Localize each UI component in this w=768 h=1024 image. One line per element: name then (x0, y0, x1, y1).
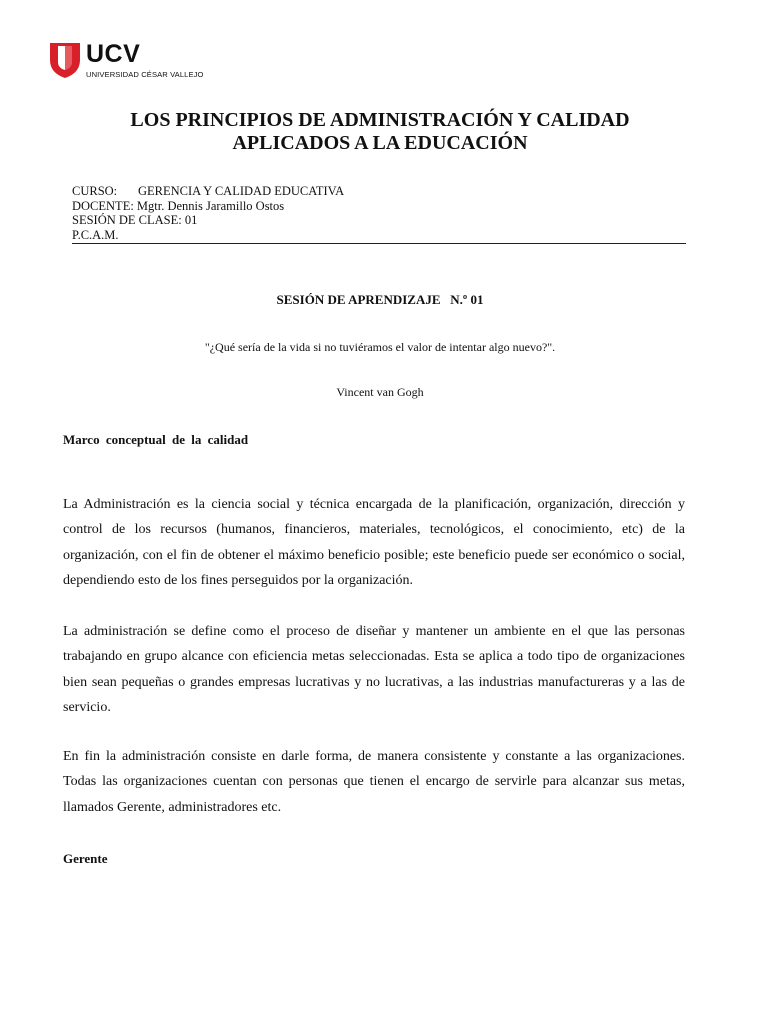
section-heading-gerente: Gerente (63, 851, 108, 866)
document-title-line-1: LOS PRINCIPIOS DE ADMINISTRACIÓN Y CALIDAD (130, 109, 630, 131)
curso-row (72, 184, 686, 199)
session-heading: SESIÓN DE APRENDIZAJE N.º 01 (276, 292, 484, 307)
ucv-shield-icon (48, 40, 84, 80)
pcam-row: P.C.A.M. (72, 227, 119, 242)
course-info-block (72, 184, 686, 244)
docente-row: DOCENTE: Mgtr. Dennis Jaramillo Ostos (72, 198, 285, 213)
quote-author: Vincent van Gogh (336, 385, 424, 399)
curso-value: GERENCIA Y CALIDAD EDUCATIVA (138, 184, 345, 198)
logo-text: UCV (86, 40, 141, 68)
logo-subtitle: UNIVERSIDAD CÉSAR VALLEJO (86, 70, 204, 79)
paragraph-3: En fin la administración consiste en darle forma, de manera consistente y constante a las organizaciones. Todas las organizaciones cuentan con personas que tienen el encargo de servirle para alcanzar sus metas, llamados Gerente, administradores etc. (63, 749, 685, 815)
paragraph-2: La administración se define como el proceso de diseñar y mantener un ambiente en el que las personas trabajando en grupo alcance con eficiencia metas seleccionadas. Esta se aplica a todo tipo de organizaciones bien sean pequeñas o grandes empresas lucrativas y no lucrativas, a las industrias manufactureras y a las de servicio. (63, 624, 685, 716)
section-heading-marco-conceptual: Marco conceptual de la calidad (63, 432, 249, 447)
quote: "¿Qué sería de la vida si no tuviéramos el valor de intentar algo nuevo?". (204, 340, 556, 354)
paragraph-1: La Administración es la ciencia social y técnica encargada de la planificación, organización, dirección y control de los recursos (humanos, financieros, materiales, tecnológicos, el conocimiento, etc) de la organización, con el fin de obtener el máximo beneficio posible; este beneficio puede ser económico o social, dependiendo esto de los fines perseguidos por la organización. (63, 497, 685, 589)
curso-label: CURSO: (72, 184, 118, 198)
ucv-logo (48, 40, 204, 86)
document-title-line-2: APLICADOS A LA EDUCACIÓN (232, 132, 528, 154)
sesion-row: SESIÓN DE CLASE: 01 (72, 213, 198, 227)
